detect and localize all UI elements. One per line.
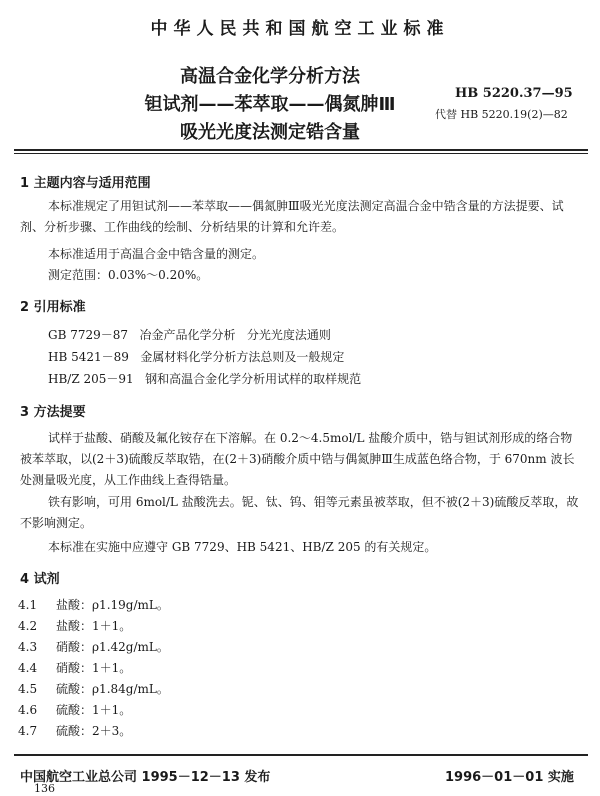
reagent-text: 盐酸：1＋1。 [56, 619, 132, 633]
reagent-item [18, 722, 169, 743]
page-number: 136 [34, 782, 55, 795]
reference-3: HB/Z 205－91 钢和高温合金化学分析用试样的取样规范 [48, 372, 362, 386]
top-rule-thin [14, 153, 588, 154]
section-3-para-2: 铁有影响，可用 6mol/L 盐酸洗去。铌、钛、钨、钼等元素虽被萃取，但不被(2＋3)硫酸反萃取，故不影响测定。 [20, 495, 579, 530]
reagent-item [18, 701, 169, 722]
reagent-text: 盐酸：ρ1.19g/mL。 [56, 598, 169, 612]
standard-header: 中华人民共和国航空工业标准 [150, 19, 450, 39]
reagent-num: 4.7 [18, 724, 38, 738]
top-rule [14, 149, 588, 151]
reagent-text: 硝酸：ρ1.42g/mL。 [56, 640, 169, 654]
issuer: 中国航空工业总公司 1995－12－13 发布 [20, 770, 271, 785]
reagent-num: 4.5 [18, 682, 38, 696]
footer-rule [14, 754, 588, 756]
title-line-2: 钽试剂——苯萃取——偶氮胂Ⅲ [144, 94, 396, 115]
reagent-num: 4.3 [18, 640, 38, 654]
replaces-note: 代替 HB 5220.19(2)—82 [435, 108, 568, 121]
reagent-text: 硫酸：1＋1。 [56, 703, 132, 717]
reference-2: HB 5421－89 金属材料化学分析方法总则及一般规定 [48, 350, 345, 364]
reagent-num: 4.2 [18, 619, 38, 633]
reagent-item [18, 596, 169, 617]
reagent-item [18, 638, 169, 659]
section-1-title: 1 主题内容与适用范围 [20, 176, 151, 191]
reagent-num: 4.4 [18, 661, 38, 675]
section-3-para-1: 试样于盐酸、硝酸及氟化铵存在下溶解。在 0.2～4.5mol/L 盐酸介质中，锆与钽试剂形成的络合物被苯萃取，以(2＋3)硫酸反萃取锆，在(2＋3)硝酸介质中锆与偶氮胂Ⅲ生成蓝色络合物，于 670nm 波长处测量吸光度，从工作曲线上查得锆量。 [20, 431, 575, 487]
standard-code: HB 5220.37—95 [455, 86, 573, 101]
section-1-para-2: 本标准适用于高温合金中锆含量的测定。 [48, 247, 265, 261]
section-1-para-3: 测定范围：0.03%～0.20%。 [48, 268, 209, 282]
section-4-title: 4 试剂 [20, 572, 60, 587]
reagent-text: 硫酸：2＋3。 [56, 724, 132, 738]
section-1-para-1: 本标准规定了用钽试剂——苯萃取——偶氮胂Ⅲ吸光光度法测定高温合金中锆含量的方法提要、试剂、分析步骤、工作曲线的绘制、分析结果的计算和允许差。 [20, 199, 564, 234]
section-3-title: 3 方法提要 [20, 405, 86, 420]
reagent-item [18, 617, 169, 638]
title-line-3: 吸光光度法测定锆含量 [180, 122, 360, 143]
reagent-num: 4.6 [18, 703, 38, 717]
reagent-text: 硝酸：1＋1。 [56, 661, 132, 675]
reagent-num: 4.1 [18, 598, 38, 612]
title-line-1: 高温合金化学分析方法 [180, 66, 360, 87]
implement-date: 1996－01－01 实施 [445, 770, 574, 785]
section-3-para-3: 本标准在实施中应遵守 GB 7729、HB 5421、HB/Z 205 的有关规定。 [48, 540, 437, 554]
reagent-item [18, 680, 169, 701]
reagent-text: 硫酸：ρ1.84g/mL。 [56, 682, 169, 696]
reagent-item [18, 659, 169, 680]
section-2-title: 2 引用标准 [20, 300, 86, 315]
reagent-list [18, 596, 169, 743]
reference-1: GB 7729－87 冶金产品化学分析 分光光度法通则 [48, 328, 331, 342]
